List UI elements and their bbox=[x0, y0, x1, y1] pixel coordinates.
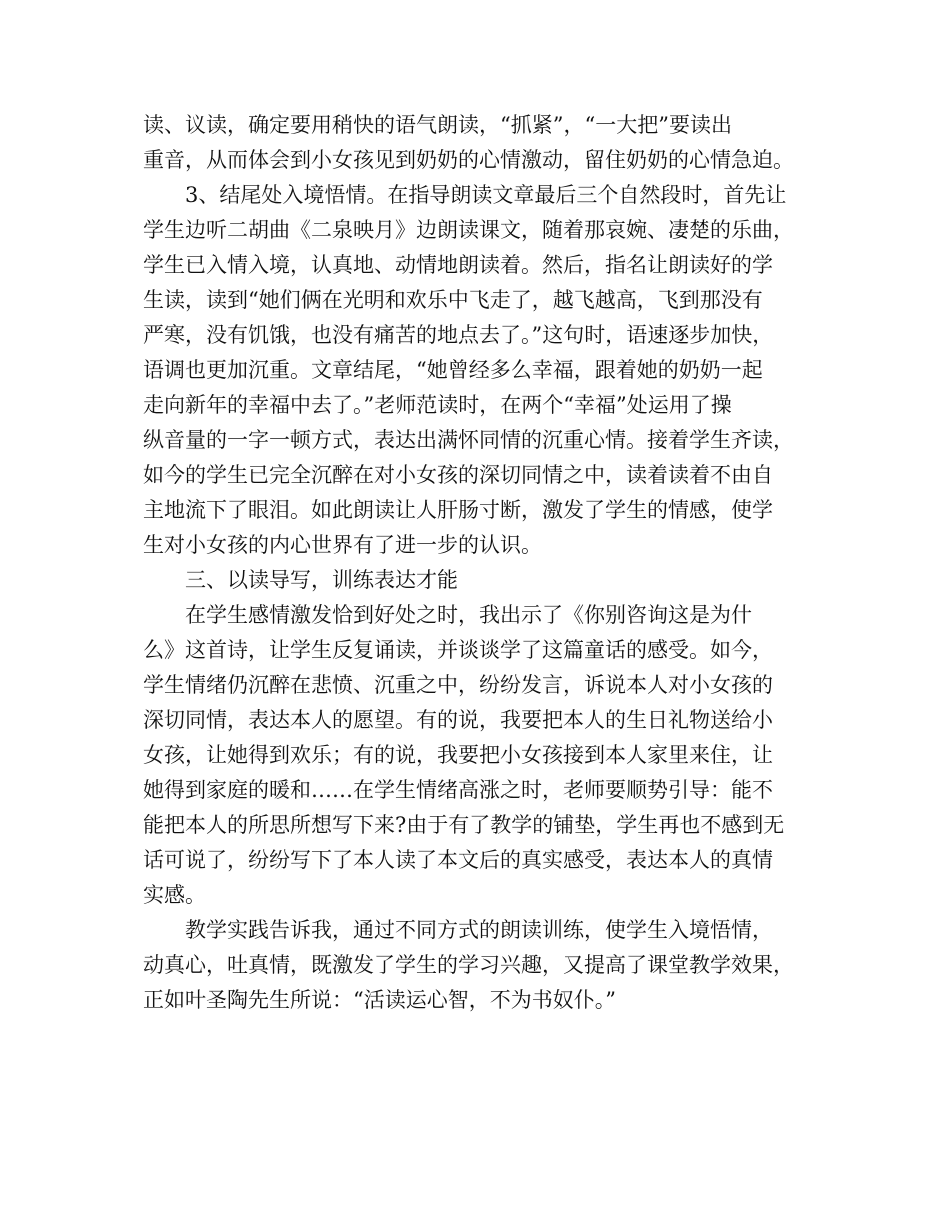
text-line: 纵音量的一字一顿方式，表达出满怀同情的沉重心情。接着学生齐读， bbox=[143, 428, 794, 452]
text-line: 她得到家庭的暖和……在学生情绪高涨之时，老师要顺势引导：能不 bbox=[143, 778, 773, 802]
section-heading: 三、以读导写，训练表达才能 bbox=[185, 568, 458, 592]
text-line: 重音，从而体会到小女孩见到奶奶的心情激动，留住奶奶的心情急迫。 bbox=[143, 148, 794, 172]
text-line: 严寒，没有饥饿，也没有痛苦的地点去了。”这句时，语速逐步加快， bbox=[143, 323, 774, 347]
document-page bbox=[143, 108, 828, 1018]
text-line: 话可说了，纷纷写下了本人读了本文后的真实感受，表达本人的真情 bbox=[143, 848, 773, 872]
text-line: 语调也更加沉重。文章结尾，“她曾经多么幸福，跟着她的奶奶一起 bbox=[143, 358, 763, 382]
text-line: 学生边听二胡曲《二泉映月》边朗读课文，随着那哀婉、凄楚的乐曲， bbox=[143, 218, 794, 242]
text-line: 主地流下了眼泪。如此朗读让人肝肠寸断，激发了学生的情感，使学 bbox=[143, 498, 773, 522]
text-line: 学生情绪仍沉醉在悲愤、沉重之中，纷纷发言，诉说本人对小女孩的 bbox=[143, 673, 773, 697]
text-line: 如今的学生已完全沉醉在对小女孩的深切同情之中，读着读着不由自 bbox=[143, 463, 773, 487]
text-line: 女孩，让她得到欢乐；有的说，我要把小女孩接到本人家里来住，让 bbox=[143, 743, 773, 767]
text-line: 动真心，吐真情，既激发了学生的学习兴趣，又提高了课堂教学效果， bbox=[143, 953, 794, 977]
text-line: 么》这首诗，让学生反复诵读，并谈谈学了这篇童话的感受。如今， bbox=[143, 638, 773, 662]
text-line: 深切同情，表达本人的愿望。有的说，我要把本人的生日礼物送给小 bbox=[143, 708, 773, 732]
paragraph-start-line: 3、结尾处入境悟情。在指导朗读文章最后三个自然段时，首先让 bbox=[185, 183, 787, 207]
text-line: 实感。 bbox=[143, 883, 206, 907]
paragraph-start-line: 在学生感情激发恰到好处之时，我出示了《你别咨询这是为什 bbox=[185, 603, 752, 627]
text-line: 学生已入情入境，认真地、动情地朗读着。然后，指名让朗读好的学 bbox=[143, 253, 773, 277]
text-line: 走向新年的幸福中去了。”老师范读时，在两个“幸福”处运用了操 bbox=[143, 393, 732, 417]
text-line: 生对小女孩的内心世界有了进一步的认识。 bbox=[143, 533, 542, 557]
text-line: 正如叶圣陶先生所说：“活读运心智，不为书奴仆。” bbox=[143, 988, 616, 1012]
text-line: 能把本人的所思所想写下来?由于有了教学的铺垫，学生再也不感到无 bbox=[143, 813, 785, 837]
text-line: 生读，读到“她们俩在光明和欢乐中飞走了，越飞越高，飞到那没有 bbox=[143, 288, 763, 312]
text-line: 读、议读，确定要用稍快的语气朗读，“抓紧”，“一大把”要读出 bbox=[143, 113, 732, 137]
paragraph-start-line: 教学实践告诉我，通过不同方式的朗读训练，使学生入境悟情， bbox=[185, 918, 773, 942]
